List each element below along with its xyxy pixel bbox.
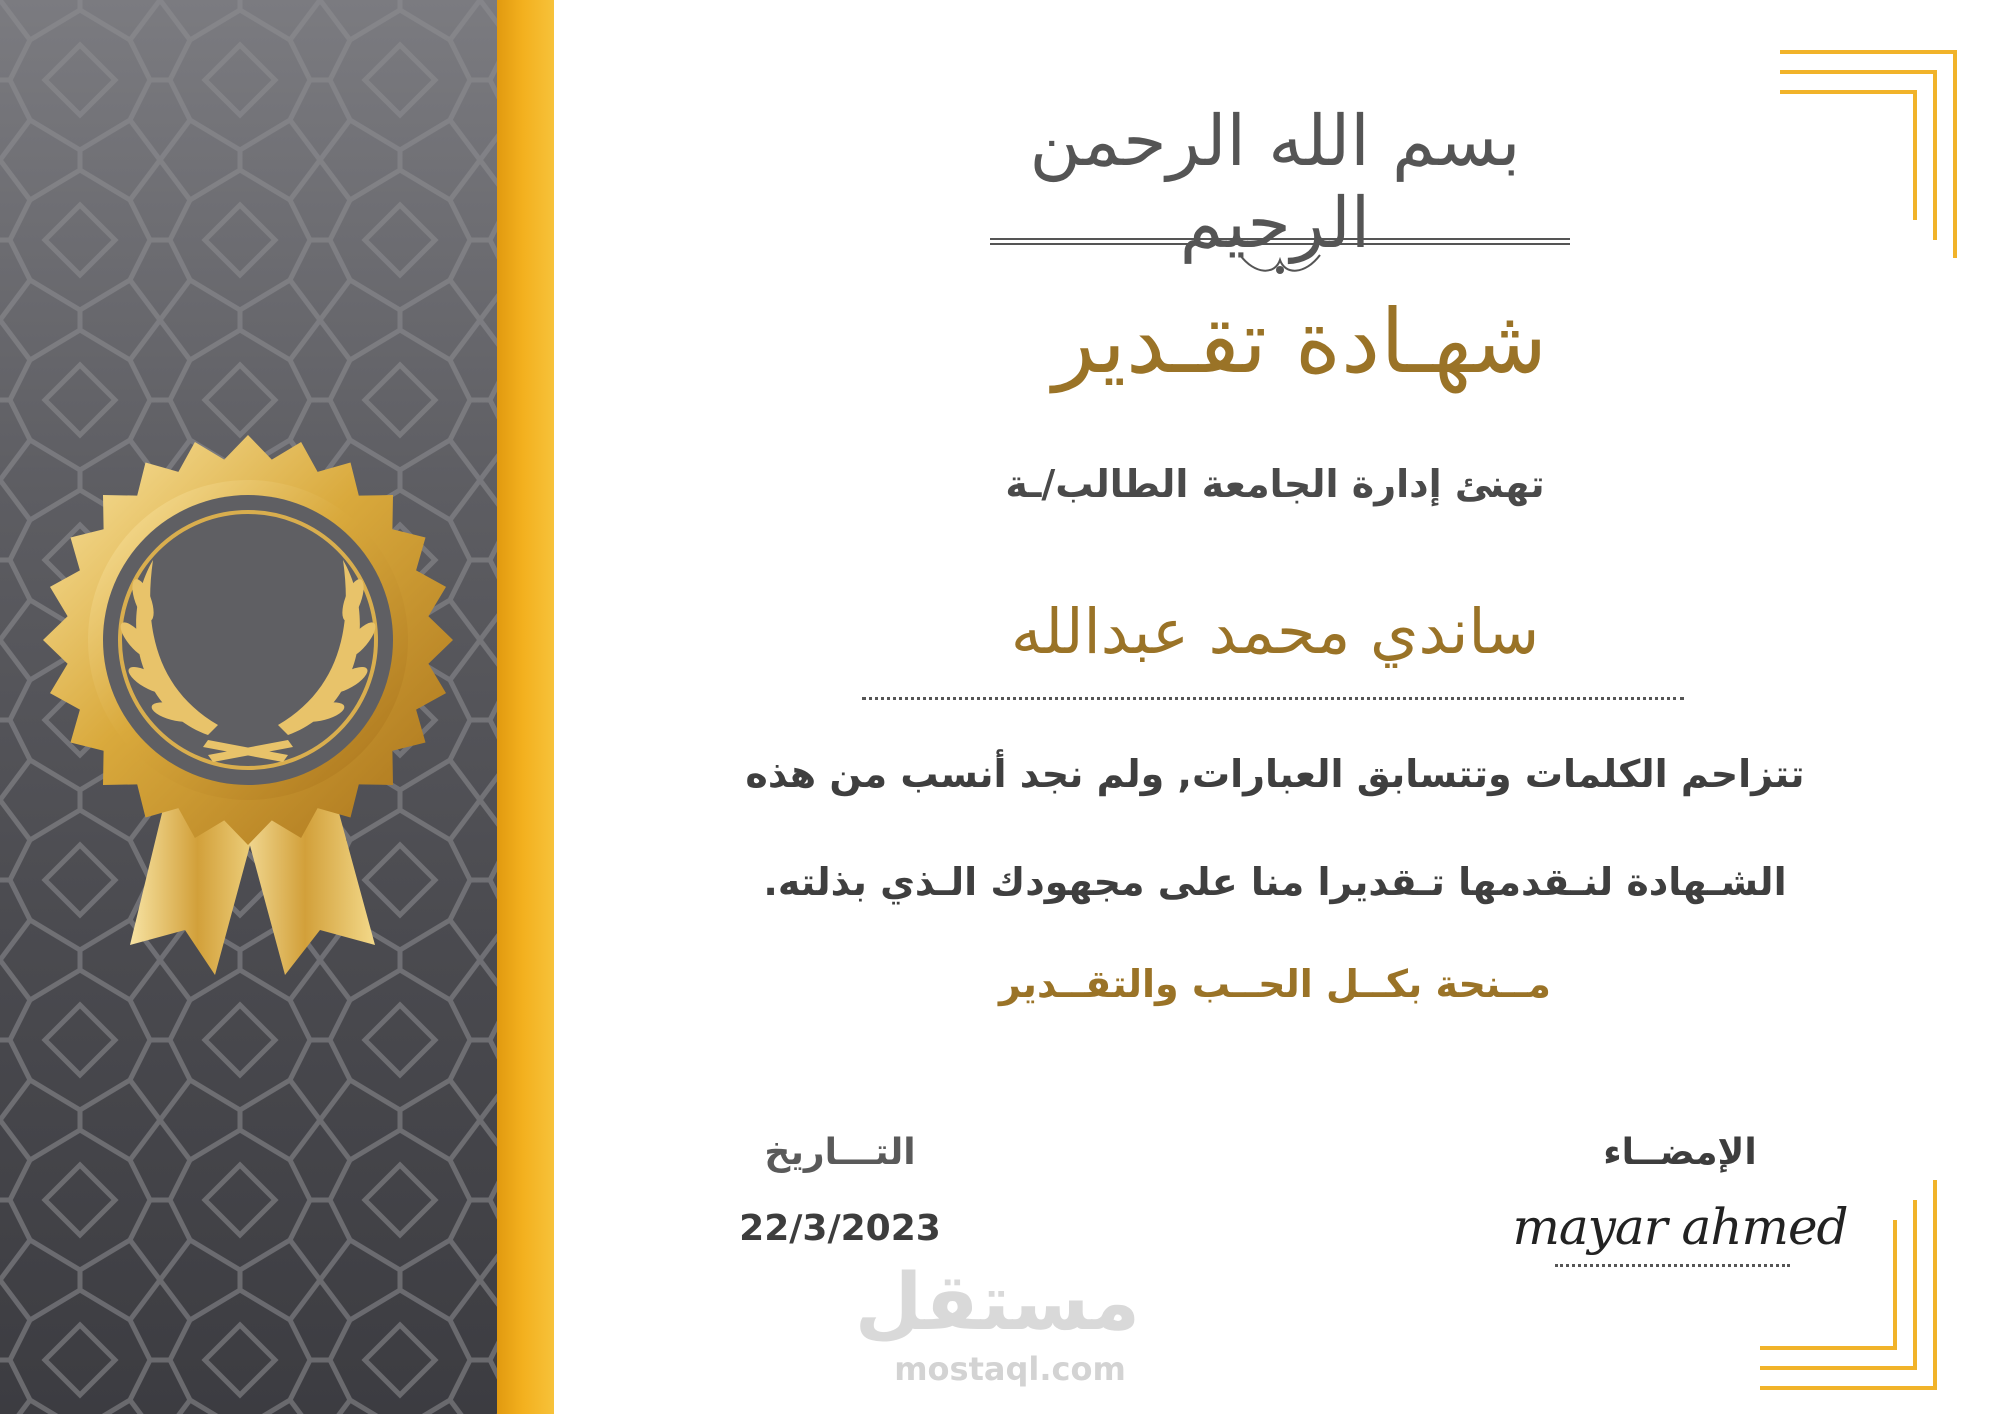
- divider-ornament-icon: [990, 225, 1570, 285]
- signature-dotted-line: [1555, 1264, 1790, 1267]
- gold-stripe: [497, 0, 554, 1414]
- watermark-url: mostaql.com: [894, 1350, 1126, 1388]
- medal-badge-icon: [0, 0, 497, 1414]
- congratulation-line: تهنئ إدارة الجامعة الطالب/ـة: [1005, 462, 1545, 506]
- certificate-title: شهـادة تقـدير: [1052, 290, 1548, 393]
- basmala-text: بسم الله الرحمن الرحيم: [1029, 100, 1521, 264]
- closing-line: مــنحة بكــل الحــب والتقــدير: [999, 962, 1551, 1006]
- body-text-line-1: تتزاحم الكلمات وتتسابق العبارات, ولم نجد أنسب من هذه: [745, 752, 1805, 796]
- recipient-name: ساندي محمد عبدالله: [1010, 595, 1540, 668]
- signature: mayar ahmed: [1512, 1198, 1848, 1256]
- date-label: التـــاريخ: [764, 1132, 916, 1173]
- left-decorative-panel: [0, 0, 497, 1414]
- body-text-line-2: الشـهادة لنـقدمها تـقديرا منا على مجهودك الـذي بذلته.: [763, 860, 1787, 904]
- name-dotted-line: [862, 697, 1684, 700]
- date-value: 22/3/2023: [739, 1208, 941, 1249]
- signature-label: الإمضــاء: [1603, 1132, 1757, 1173]
- watermark-logo: مستقل: [854, 1258, 1140, 1348]
- top-right-frame-ornament: [1770, 40, 1970, 270]
- basmala-calligraphy: [940, 100, 1610, 264]
